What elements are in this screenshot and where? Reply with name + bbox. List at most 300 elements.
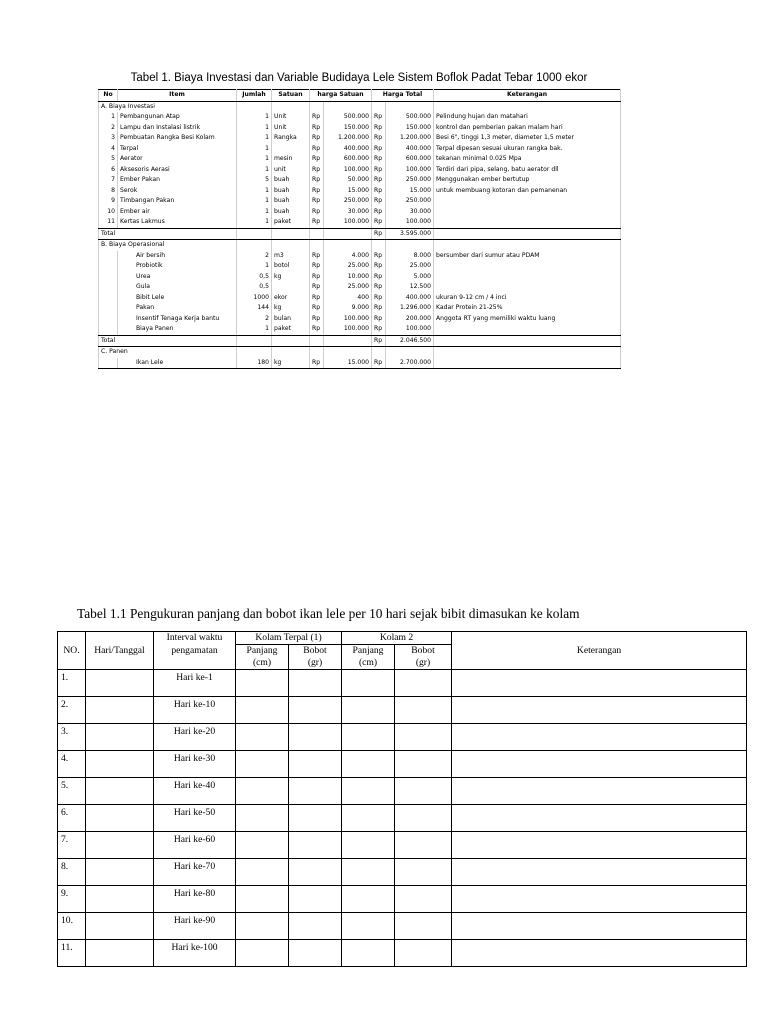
cell-satuan: buah xyxy=(272,175,310,186)
cell-item: Lampu dan Instalasi listrik xyxy=(118,123,237,134)
cell-jumlah: 1 xyxy=(237,207,272,218)
cell-satuan: kg xyxy=(272,303,310,314)
cell-rp-harga: Rp xyxy=(310,186,324,197)
cell-harga-total: 1.296.000 xyxy=(386,303,434,314)
cell-satuan: Unit xyxy=(272,123,310,134)
cell-no: 9. xyxy=(58,886,86,913)
cell-satuan xyxy=(272,282,310,293)
cell-bobot-2 xyxy=(395,697,452,724)
cell-rp-total: Rp xyxy=(372,217,386,228)
cell-panjang-2 xyxy=(342,697,395,724)
cell-jumlah: 1 xyxy=(237,186,272,197)
header-harga-total: Harga Total xyxy=(372,90,434,102)
table-row xyxy=(99,303,621,314)
cell-keterangan xyxy=(434,217,621,228)
cell-item: Pakan xyxy=(118,303,237,314)
table-row xyxy=(99,261,621,272)
cell-interval: Hari ke-40 xyxy=(154,778,236,805)
cell-satuan: m3 xyxy=(272,251,310,262)
cell-harga-total: 30.000 xyxy=(386,207,434,218)
cell-harga-satuan: 15.000 xyxy=(324,358,372,369)
header-kolam-terpal: Kolam Terpal (1) xyxy=(236,632,342,645)
header-bobot-1: Bobot xyxy=(289,645,342,658)
cell-panjang-2 xyxy=(342,805,395,832)
cell-item: Urea xyxy=(118,272,237,283)
cell-bobot-2 xyxy=(395,751,452,778)
table-row xyxy=(99,165,621,176)
cell-rp-harga: Rp xyxy=(310,207,324,218)
cell-satuan: mesin xyxy=(272,154,310,165)
cell-item: Ikan Lele xyxy=(118,358,237,369)
cell-hari-tanggal xyxy=(86,805,154,832)
cell-keterangan xyxy=(452,940,747,967)
table-row xyxy=(58,805,747,832)
table-row xyxy=(99,186,621,197)
cell-harga-satuan: 15.000 xyxy=(324,186,372,197)
cell-harga-satuan: 250.000 xyxy=(324,196,372,207)
table-row xyxy=(58,724,747,751)
total-label: Total xyxy=(99,335,237,347)
cell-harga-satuan: 600.000 xyxy=(324,154,372,165)
table-row xyxy=(99,324,621,335)
table1-title: Tabel 1. Biaya Investasi dan Variable Budidaya Lele Sistem Boflok Padat Tebar 1000 ekor xyxy=(130,72,588,84)
cell-interval: Hari ke-20 xyxy=(154,724,236,751)
cell-satuan: buah xyxy=(272,207,310,218)
cell-hari-tanggal xyxy=(86,913,154,940)
cell-hari-tanggal xyxy=(86,832,154,859)
header-interval-line2: pengamatan xyxy=(154,645,236,670)
table-row xyxy=(58,751,747,778)
cell-no: 8. xyxy=(58,859,86,886)
cell-panjang-1 xyxy=(236,940,289,967)
table2-body xyxy=(58,670,747,967)
cell-hari-tanggal xyxy=(86,859,154,886)
cell-bobot-2 xyxy=(395,724,452,751)
cell-no: 11 xyxy=(99,217,118,228)
cell-interval: Hari ke-30 xyxy=(154,751,236,778)
cell-item: Pembangunan Atap xyxy=(118,112,237,123)
cell-rp-harga: Rp xyxy=(310,251,324,262)
cell-rp-total: Rp xyxy=(372,123,386,134)
cell-hari-tanggal xyxy=(86,940,154,967)
empty-cell xyxy=(372,240,386,251)
empty-cell xyxy=(434,228,621,240)
total-row xyxy=(99,228,621,240)
cell-keterangan xyxy=(452,913,747,940)
cell-rp-total: Rp xyxy=(372,112,386,123)
cell-no xyxy=(99,261,118,272)
rp-total: Rp xyxy=(372,335,386,347)
table-row xyxy=(99,154,621,165)
cell-keterangan xyxy=(452,886,747,913)
cell-hari-tanggal xyxy=(86,751,154,778)
empty-cell xyxy=(324,240,372,251)
cell-harga-total: 500.000 xyxy=(386,112,434,123)
cell-satuan: Unit xyxy=(272,112,310,123)
cell-rp-harga: Rp xyxy=(310,293,324,304)
cell-no: 2 xyxy=(99,123,118,134)
cell-jumlah: 1 xyxy=(237,217,272,228)
header-keterangan: Keterangan xyxy=(452,632,747,670)
cell-jumlah: 1 xyxy=(237,154,272,165)
section-row xyxy=(99,240,621,251)
cell-rp-harga: Rp xyxy=(310,261,324,272)
cell-keterangan: Besi 6", tinggi 1,3 meter, diameter 1,5 meter xyxy=(434,133,621,144)
cell-no: 2. xyxy=(58,697,86,724)
cell-jumlah: 1000 xyxy=(237,293,272,304)
cell-rp-total: Rp xyxy=(372,144,386,155)
cell-hari-tanggal xyxy=(86,778,154,805)
header-item: Item xyxy=(118,90,237,102)
table-row xyxy=(99,282,621,293)
cell-item: Aerator xyxy=(118,154,237,165)
cell-panjang-2 xyxy=(342,940,395,967)
cell-no: 11. xyxy=(58,940,86,967)
header-harga-satuan: harga Satuan xyxy=(310,90,372,102)
table-row xyxy=(99,133,621,144)
cell-no xyxy=(99,251,118,262)
cell-interval: Hari ke-50 xyxy=(154,805,236,832)
section-label: A. Biaya Investasi xyxy=(99,101,237,112)
header-panjang-2: Panjang xyxy=(342,645,395,658)
cell-bobot-1 xyxy=(289,913,342,940)
cell-harga-total: 400.000 xyxy=(386,293,434,304)
cell-no xyxy=(99,303,118,314)
cell-rp-harga: Rp xyxy=(310,324,324,335)
cell-panjang-2 xyxy=(342,832,395,859)
cell-jumlah: 1 xyxy=(237,165,272,176)
cell-keterangan xyxy=(452,697,747,724)
total-label: Total xyxy=(99,228,237,240)
table1-header-row xyxy=(99,90,621,102)
cell-panjang-1 xyxy=(236,697,289,724)
cell-rp-harga: Rp xyxy=(310,133,324,144)
empty-cell xyxy=(272,228,310,240)
cell-panjang-2 xyxy=(342,886,395,913)
cell-no: 1 xyxy=(99,112,118,123)
table-row xyxy=(99,123,621,134)
cell-rp-total: Rp xyxy=(372,133,386,144)
cell-keterangan xyxy=(434,261,621,272)
cell-harga-total: 15.000 xyxy=(386,186,434,197)
cell-jumlah: 5 xyxy=(237,175,272,186)
header-unit-cm-2: (cm) xyxy=(342,657,395,670)
cell-jumlah: 144 xyxy=(237,303,272,314)
rp-total: Rp xyxy=(372,228,386,240)
cell-panjang-1 xyxy=(236,913,289,940)
cell-harga-total: 12.500 xyxy=(386,282,434,293)
table-row xyxy=(58,832,747,859)
cell-hari-tanggal xyxy=(86,697,154,724)
cell-bobot-2 xyxy=(395,670,452,697)
cell-harga-satuan: 10.000 xyxy=(324,272,372,283)
cell-interval: Hari ke-80 xyxy=(154,886,236,913)
cell-jumlah: 1 xyxy=(237,123,272,134)
cell-item: Terpal xyxy=(118,144,237,155)
empty-cell xyxy=(310,101,324,112)
cell-jumlah: 180 xyxy=(237,358,272,369)
cell-jumlah: 1 xyxy=(237,261,272,272)
cell-bobot-2 xyxy=(395,913,452,940)
table-row xyxy=(99,217,621,228)
cell-item: Bibit Lele xyxy=(118,293,237,304)
empty-cell xyxy=(272,101,310,112)
table-row xyxy=(99,358,621,369)
cell-jumlah: 1 xyxy=(237,144,272,155)
cell-rp-harga: Rp xyxy=(310,303,324,314)
cell-rp-harga: Rp xyxy=(310,217,324,228)
cell-item: Kertas Lakmus xyxy=(118,217,237,228)
cell-interval: Hari ke-90 xyxy=(154,913,236,940)
empty-cell xyxy=(237,335,272,347)
cell-harga-satuan: 400.000 xyxy=(324,144,372,155)
cell-harga-total: 5.000 xyxy=(386,272,434,283)
cell-no xyxy=(99,282,118,293)
empty-cell xyxy=(372,101,386,112)
table-row xyxy=(99,314,621,325)
cell-harga-total: 8.000 xyxy=(386,251,434,262)
empty-cell xyxy=(237,101,272,112)
table-row xyxy=(99,207,621,218)
header-satuan: Satuan xyxy=(272,90,310,102)
cell-no xyxy=(99,358,118,369)
empty-cell xyxy=(324,335,372,347)
cell-panjang-2 xyxy=(342,778,395,805)
cell-panjang-2 xyxy=(342,670,395,697)
cell-keterangan: Terdiri dari pipa, selang, batu aerator dll xyxy=(434,165,621,176)
cell-harga-satuan: 400 xyxy=(324,293,372,304)
cell-item: Timbangan Pakan xyxy=(118,196,237,207)
cell-satuan: kg xyxy=(272,358,310,369)
header-interval-line1: Interval waktu xyxy=(154,632,236,645)
cell-keterangan xyxy=(452,859,747,886)
cell-rp-harga: Rp xyxy=(310,358,324,369)
header-unit-cm-1: (cm) xyxy=(236,657,289,670)
empty-cell xyxy=(272,335,310,347)
cell-rp-harga: Rp xyxy=(310,314,324,325)
cell-panjang-1 xyxy=(236,859,289,886)
cell-no: 5 xyxy=(99,154,118,165)
cell-rp-total: Rp xyxy=(372,282,386,293)
cell-harga-total: 200.000 xyxy=(386,314,434,325)
table2 xyxy=(57,631,746,967)
empty-cell xyxy=(386,101,434,112)
cell-panjang-1 xyxy=(236,670,289,697)
cell-rp-total: Rp xyxy=(372,186,386,197)
cell-satuan: ekor xyxy=(272,293,310,304)
cell-bobot-1 xyxy=(289,670,342,697)
cell-item: Air bersih xyxy=(118,251,237,262)
table-row xyxy=(58,778,747,805)
cell-bobot-1 xyxy=(289,697,342,724)
cell-item: Insentif Tenaga Kerja bantu xyxy=(118,314,237,325)
cell-no: 4. xyxy=(58,751,86,778)
cell-no: 10. xyxy=(58,913,86,940)
cell-no xyxy=(99,314,118,325)
table-row xyxy=(99,144,621,155)
cell-rp-total: Rp xyxy=(372,272,386,283)
table-row xyxy=(58,940,747,967)
header-unit-gr-1: (gr) xyxy=(289,657,342,670)
cell-harga-satuan: 100.000 xyxy=(324,165,372,176)
cell-panjang-2 xyxy=(342,724,395,751)
cell-keterangan: kontrol dan pemberian pakan malam hari xyxy=(434,123,621,134)
cell-bobot-2 xyxy=(395,832,452,859)
table-row xyxy=(99,112,621,123)
cell-harga-total: 1.200.000 xyxy=(386,133,434,144)
cell-harga-satuan: 50.000 xyxy=(324,175,372,186)
cell-panjang-1 xyxy=(236,832,289,859)
table-row xyxy=(99,251,621,262)
cell-keterangan: bersumber dari sumur atau PDAM xyxy=(434,251,621,262)
cell-harga-satuan: 100.000 xyxy=(324,217,372,228)
cell-harga-satuan: 100.000 xyxy=(324,324,372,335)
cell-bobot-2 xyxy=(395,940,452,967)
header-no: NO. xyxy=(58,632,86,670)
empty-cell xyxy=(310,228,324,240)
cell-rp-total: Rp xyxy=(372,358,386,369)
cell-bobot-1 xyxy=(289,832,342,859)
cell-rp-total: Rp xyxy=(372,293,386,304)
cell-no xyxy=(99,324,118,335)
cell-satuan: bulan xyxy=(272,314,310,325)
cell-keterangan xyxy=(452,670,747,697)
cell-rp-harga: Rp xyxy=(310,165,324,176)
empty-cell xyxy=(310,347,324,358)
cell-keterangan xyxy=(434,272,621,283)
table-row xyxy=(99,196,621,207)
empty-cell xyxy=(434,101,621,112)
cell-jumlah: 2 xyxy=(237,251,272,262)
cell-no: 8 xyxy=(99,186,118,197)
cell-hari-tanggal xyxy=(86,670,154,697)
empty-cell xyxy=(434,335,621,347)
table2-title: Tabel 1.1 Pengukuran panjang dan bobot ikan lele per 10 hari sejak bibit dimasukan ke kolam xyxy=(77,606,580,621)
cell-jumlah: 0,5 xyxy=(237,272,272,283)
cell-no: 7 xyxy=(99,175,118,186)
cell-bobot-1 xyxy=(289,751,342,778)
cell-keterangan: tekanan minimal 0.025 Mpa xyxy=(434,154,621,165)
header-kolam-2: Kolam 2 xyxy=(342,632,452,645)
cell-item: Serok xyxy=(118,186,237,197)
cell-jumlah: 0,5 xyxy=(237,282,272,293)
cell-satuan: paket xyxy=(272,217,310,228)
cell-rp-total: Rp xyxy=(372,165,386,176)
cell-keterangan xyxy=(452,778,747,805)
cell-harga-satuan: 500.000 xyxy=(324,112,372,123)
cell-no: 6. xyxy=(58,805,86,832)
cell-rp-total: Rp xyxy=(372,196,386,207)
cell-panjang-1 xyxy=(236,778,289,805)
cell-no: 10 xyxy=(99,207,118,218)
header-no: No xyxy=(99,90,118,102)
cell-harga-satuan: 25.000 xyxy=(324,261,372,272)
cell-keterangan: ukuran 9-12 cm / 4 inci xyxy=(434,293,621,304)
cell-rp-total: Rp xyxy=(372,314,386,325)
cell-no xyxy=(99,272,118,283)
empty-cell xyxy=(237,228,272,240)
cell-satuan: kg xyxy=(272,272,310,283)
empty-cell xyxy=(237,347,272,358)
cell-no: 1. xyxy=(58,670,86,697)
cell-bobot-2 xyxy=(395,859,452,886)
cell-harga-satuan: 100.000 xyxy=(324,314,372,325)
cell-harga-total: 600.000 xyxy=(386,154,434,165)
cell-rp-harga: Rp xyxy=(310,123,324,134)
cell-harga-total: 100.000 xyxy=(386,217,434,228)
cell-item: Gula xyxy=(118,282,237,293)
cell-keterangan: Menggunakan ember bertutup xyxy=(434,175,621,186)
cell-interval: Hari ke-70 xyxy=(154,859,236,886)
cell-no xyxy=(99,293,118,304)
cell-harga-total: 250.000 xyxy=(386,196,434,207)
cell-jumlah: 1 xyxy=(237,196,272,207)
cell-rp-total: Rp xyxy=(372,251,386,262)
cell-satuan xyxy=(272,144,310,155)
cell-keterangan xyxy=(434,282,621,293)
cell-panjang-1 xyxy=(236,751,289,778)
cell-harga-total: 25.000 xyxy=(386,261,434,272)
cell-bobot-1 xyxy=(289,886,342,913)
table-row xyxy=(58,913,747,940)
cell-panjang-2 xyxy=(342,913,395,940)
cell-panjang-1 xyxy=(236,805,289,832)
cell-harga-total: 2.700.000 xyxy=(386,358,434,369)
empty-cell xyxy=(434,240,621,251)
table2-header-row-1 xyxy=(58,632,747,645)
cell-satuan: Rangka xyxy=(272,133,310,144)
section-label: B. Biaya Operasional xyxy=(99,240,237,251)
cell-harga-satuan: 9.000 xyxy=(324,303,372,314)
cell-interval: Hari ke-1 xyxy=(154,670,236,697)
cell-bobot-2 xyxy=(395,886,452,913)
cell-keterangan xyxy=(452,805,747,832)
cell-harga-satuan: 25.000 xyxy=(324,282,372,293)
cell-bobot-2 xyxy=(395,805,452,832)
cell-bobot-2 xyxy=(395,778,452,805)
table-row xyxy=(99,272,621,283)
cell-rp-total: Rp xyxy=(372,324,386,335)
cell-keterangan xyxy=(434,324,621,335)
section-row xyxy=(99,101,621,112)
empty-cell xyxy=(237,240,272,251)
table-row xyxy=(58,886,747,913)
header-jumlah: Jumlah xyxy=(237,90,272,102)
cell-harga-total: 100.000 xyxy=(386,324,434,335)
cell-bobot-1 xyxy=(289,940,342,967)
cell-no: 4 xyxy=(99,144,118,155)
cell-no: 5. xyxy=(58,778,86,805)
cell-rp-total: Rp xyxy=(372,207,386,218)
cell-satuan: buah xyxy=(272,196,310,207)
cell-rp-harga: Rp xyxy=(310,196,324,207)
cell-hari-tanggal xyxy=(86,724,154,751)
empty-cell xyxy=(272,347,310,358)
table1 xyxy=(98,89,620,369)
header-bobot-2: Bobot xyxy=(395,645,452,658)
cell-bobot-1 xyxy=(289,859,342,886)
cell-keterangan: untuk membuang kotoran dan pemanenan xyxy=(434,186,621,197)
cell-rp-total: Rp xyxy=(372,175,386,186)
table-row xyxy=(58,697,747,724)
cell-harga-total: 150.000 xyxy=(386,123,434,134)
cell-panjang-2 xyxy=(342,859,395,886)
cell-interval: Hari ke-60 xyxy=(154,832,236,859)
empty-cell xyxy=(324,101,372,112)
cell-bobot-1 xyxy=(289,778,342,805)
cell-item: Biaya Panen xyxy=(118,324,237,335)
cell-harga-satuan: 150.000 xyxy=(324,123,372,134)
